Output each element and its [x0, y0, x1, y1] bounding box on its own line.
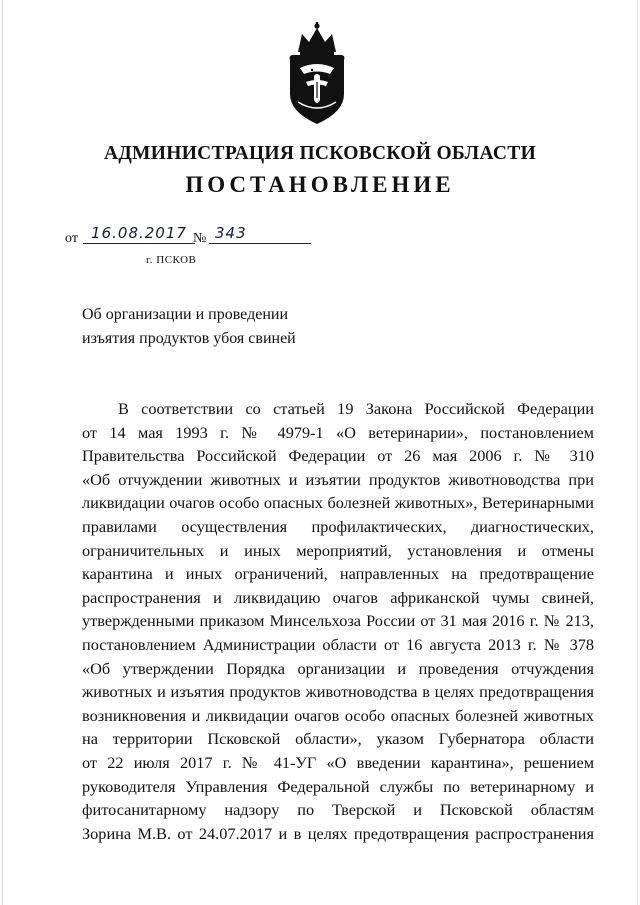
page-edge-right [637, 0, 638, 905]
page-edge-left [2, 0, 3, 905]
body-line: на территории Псковской области», указом Губернатора области [82, 729, 594, 749]
body-line: «Об отчуждении животных и изъятии продуктов животноводства при [82, 469, 594, 489]
organization-title: АДМИНИСТРАЦИЯ ПСКОВСКОЙ ОБЛАСТИ [103, 143, 537, 164]
number-sign: № [193, 231, 207, 246]
body-line: Зорина М.В. от 24.07.2017 и в целях предотвращения распространения [82, 823, 594, 843]
body-line: ограничительных и иных мероприятий, установления и отмены [82, 540, 594, 560]
body-line: животных и изъятия продуктов животноводства в целях предотвращения [82, 682, 594, 702]
body-line: возникновения и ликвидации очагов особо опасных болезней животных [82, 705, 594, 725]
body-line: Правительства Российской Федерации от 26 мая 2006 г. № 310 [82, 446, 594, 466]
subject-line: изъятия продуктов убоя свиней [82, 330, 296, 347]
body-line: В соответствии со статьей 19 Закона Российской Федерации [118, 399, 594, 418]
city-label: г. ПСКОВ [146, 254, 197, 266]
body-line: от 14 мая 1993 г. № 4979-1 «О ветеринарии», постановлением [82, 422, 594, 442]
body-line: правилами осуществления профилактических, диагностических, [82, 516, 594, 536]
body-line: «Об утверждении Порядка организации и проведения отчуждения [82, 658, 594, 678]
coat-of-arms-icon [276, 22, 358, 126]
document-subject [82, 303, 382, 351]
date-prefix: от [65, 231, 78, 246]
body-line: утвержденными приказом Минсельхоза России от 31 мая 2016 г. № 213, [82, 611, 594, 631]
document-date: 16.08.2017 [83, 224, 195, 244]
body-line: постановлением Администрации области от 16 августа 2013 г. № 378 [82, 634, 594, 654]
body-line: руководителя Управления Федеральной службы по ветеринарному и [82, 776, 594, 796]
body-line: фитосанитарному надзору по Тверской и Псковской областям [82, 800, 594, 820]
document-number: 343 [209, 224, 311, 244]
body-line: ликвидации очагов особо опасных болезней животных», Ветеринарными [82, 493, 594, 513]
body-line: от 22 июля 2017 г. № 41-УГ «О введении карантина», решением [82, 752, 594, 772]
document-type-title: ПОСТАНОВЛЕНИЕ [185, 172, 455, 197]
document-requisites [65, 224, 285, 246]
document-body [82, 397, 594, 845]
body-line: распространения и ликвидацию очагов африканской чумы свиней, [82, 587, 594, 607]
subject-line: Об организации и проведении [82, 306, 288, 323]
body-line: карантина и иных ограничений, направленных на предотвращение [82, 564, 594, 584]
